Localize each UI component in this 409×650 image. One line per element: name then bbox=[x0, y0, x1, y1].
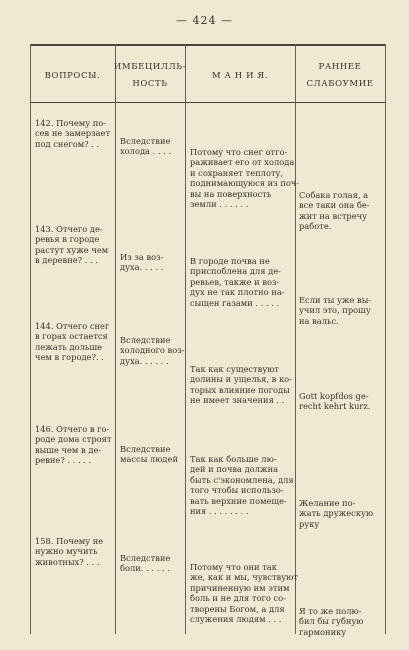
dementia-cell: Я то же полю- бил бы губную гармонику bbox=[299, 606, 364, 637]
table-left-border bbox=[30, 44, 31, 634]
column-divider-1 bbox=[115, 44, 116, 634]
question-cell: 143. Отчего де- ревья в городе растут хуже чем в деревне? . . . bbox=[35, 224, 109, 266]
header-mania: М А Н И Я. bbox=[211, 70, 269, 81]
header-bottom-rule bbox=[30, 102, 386, 103]
column-divider-3 bbox=[295, 44, 296, 634]
table-right-border bbox=[385, 44, 386, 634]
question-cell: 146. Отчего в го- роде дома строят выше чем в де- ревне? . . . . . bbox=[35, 424, 112, 466]
mania-cell: Потому что снег отго- раживает его от холода и сохраняет теплоту, поднимающуюся из поч- вы на поверхность земли . . . . . . bbox=[190, 147, 300, 210]
header-questions: ВОПРОСЫ. bbox=[44, 70, 101, 81]
dementia-cell: Если ты уже вы- учил это, прошу на вальс. bbox=[299, 295, 372, 326]
dementia-cell: Собака голая, а все таки она бе- жит на встречу работе. bbox=[299, 190, 370, 232]
imbecility-cell: Вследствие боли. . . . . . bbox=[120, 553, 171, 574]
mania-cell: Так как существуют долины и ущелья, в ко- торых влияние погоды не имеет значения . . bbox=[190, 364, 292, 406]
imbecility-cell: Вследствие холодного воз- духа. . . . . . bbox=[120, 335, 185, 366]
mania-cell: Потому что они так же, как и мы, чувствуют причиненную им этим боль и не для того со- творены Богом, а для служения людям . . . bbox=[190, 562, 298, 625]
imbecility-cell: Из за воз- духа. . . . . bbox=[120, 252, 164, 273]
question-cell: 144. Отчего снег в горах остается лежать дольше чем в городе?. . bbox=[35, 321, 110, 363]
column-divider-2 bbox=[185, 44, 186, 634]
imbecility-cell: Вследствие холода . . . . bbox=[120, 136, 172, 157]
dementia-cell: Желание по- жать дружескую руку bbox=[299, 498, 374, 529]
comparison-table bbox=[30, 44, 386, 637]
header-early-dementia: РАННЕЕ СЛАБОУМИЕ bbox=[306, 62, 374, 89]
mania-cell: Так как больше лю- дей и почва должна быть с'экономлена, для того чтобы использо- вать верхние помеще- ния . . . . . . . . bbox=[190, 454, 294, 517]
dementia-cell: Gott kopfdos ge- recht kehrt kurz. bbox=[299, 391, 371, 412]
mania-cell: В городе почва не приспоблена для де- ревьев, также и воз- дух не так плотно на- сыщен газами . . . . . bbox=[190, 256, 285, 308]
page-number: — 424 — bbox=[176, 14, 233, 27]
table-top-rule bbox=[30, 44, 386, 46]
header-imbecility: ИМБЕЦИЛЛЬ- НОСТЬ bbox=[113, 62, 187, 89]
question-cell: 142. Почему по- сев не замерзает под снегом? . . bbox=[35, 118, 111, 149]
imbecility-cell: Вследствие массы людей bbox=[120, 444, 178, 465]
question-cell: 158. Почему не нужно мучить животных? . . . bbox=[35, 536, 104, 567]
